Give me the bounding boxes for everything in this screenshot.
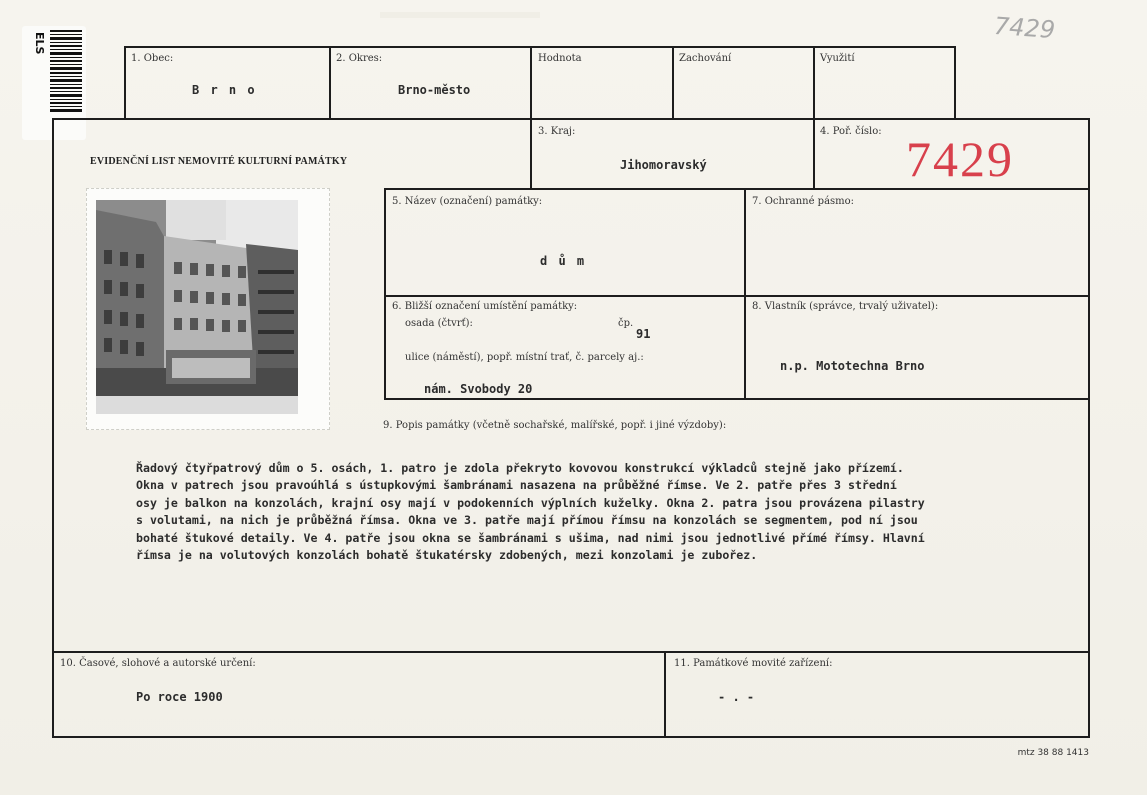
cp-label: čp. bbox=[618, 318, 634, 329]
faded-imprint bbox=[380, 12, 540, 18]
frame-bottom-border bbox=[52, 736, 1090, 738]
okres-label: 2. Okres: bbox=[336, 53, 383, 64]
popis-label: 9. Popis památky (včetně sochařské, malířské, popř. i jiné výzdoby): bbox=[383, 420, 727, 431]
cp-value: 91 bbox=[636, 327, 651, 341]
vyuziti-label: Využití bbox=[820, 53, 855, 64]
divider bbox=[954, 46, 956, 120]
divider bbox=[329, 46, 331, 118]
popis-line: s volutami, na nich je průběžná římsa. Okna ve 3. patře mají přímou římsu na konzolách se segmentem, pod ní jsou bbox=[136, 513, 918, 528]
divider bbox=[672, 46, 674, 118]
divider bbox=[124, 46, 126, 118]
por-cislo-value: 7429 bbox=[906, 131, 1014, 187]
movite-label: 11. Památkové movité zařízení: bbox=[674, 658, 833, 669]
divider bbox=[384, 188, 1090, 190]
ochranne-label: 7. Ochranné pásmo: bbox=[752, 196, 855, 207]
popis-text bbox=[136, 460, 1056, 564]
frame-left-border bbox=[52, 118, 54, 738]
pencil-note: 7429 bbox=[993, 11, 1056, 45]
vlastnik-label: 8. Vlastník (správce, trvalý uživatel): bbox=[752, 301, 939, 312]
obec-value: B r n o bbox=[192, 83, 257, 97]
divider bbox=[384, 398, 1090, 400]
kraj-label: 3. Kraj: bbox=[538, 126, 576, 137]
movite-value: - . - bbox=[718, 690, 755, 704]
popis-line: osy je balkon na konzolách, krajní osy mají v podokenních výplních kuželky. Okna 2. patra jsou provázena pilastry bbox=[136, 495, 925, 510]
top-row-border bbox=[124, 46, 956, 48]
nazev-value: d ů m bbox=[540, 254, 587, 268]
ulice-label: ulice (náměstí), popř. místní trať, č. parcely aj.: bbox=[405, 352, 644, 363]
popis-line: Řadový čtyřpatrový dům o 5. osách, 1. patro je zdola překryto kovovou konstrukcí výkladců stejně jako přízemí. bbox=[136, 461, 904, 475]
label-code: ELS bbox=[33, 32, 46, 55]
vlastnik-value: n.p. Mototechna Brno bbox=[780, 359, 925, 373]
hodnota-label: Hodnota bbox=[538, 53, 582, 64]
divider bbox=[384, 188, 386, 400]
divider bbox=[52, 651, 1090, 653]
frame-top-border bbox=[52, 118, 1090, 120]
divider bbox=[744, 188, 746, 400]
zachovani-label: Zachování bbox=[679, 53, 732, 64]
obec-label: 1. Obec: bbox=[131, 53, 174, 64]
document-heading: EVIDENČNÍ LIST NEMOVITÉ KULTURNÍ PAMÁTKY bbox=[90, 156, 348, 167]
divider bbox=[384, 295, 1090, 297]
por-cislo-label: 4. Poř. číslo: bbox=[820, 126, 882, 137]
okres-value: Brno-město bbox=[398, 83, 471, 97]
popis-line: bohaté štukové detaily. Ve 4. patře jsou okna se šambránami s ušima, nad nimi jsou jednotlivé přímé římsy. Hlavní bbox=[136, 530, 925, 545]
urceni-value: Po roce 1900 bbox=[136, 690, 223, 704]
frame-right-border bbox=[1088, 118, 1090, 738]
nazev-label: 5. Název (označení) památky: bbox=[392, 196, 543, 207]
kraj-value: Jihomoravský bbox=[620, 158, 707, 172]
osada-label: osada (čtvrť): bbox=[405, 318, 473, 329]
building-photo bbox=[96, 200, 298, 414]
barcode-icon bbox=[50, 30, 82, 114]
urceni-label: 10. Časové, slohové a autorské určení: bbox=[60, 658, 256, 669]
popis-line: římsa je na volutových konzolách bohatě štukatérsky zdobených, mezi konzolami je zubořez. bbox=[136, 548, 758, 563]
popis-line: Okna v patrech jsou pravoúhlá s ústupkovými šambránami nasazena na průběžné římse. Ve 2. patře přes 3 střední bbox=[136, 478, 897, 493]
ulice-value: nám. Svobody 20 bbox=[424, 382, 533, 396]
divider bbox=[664, 651, 666, 738]
umisteni-label: 6. Bližší označení umístění památky: bbox=[392, 301, 578, 312]
form-code: mtz 38 88 1413 bbox=[1017, 748, 1089, 758]
